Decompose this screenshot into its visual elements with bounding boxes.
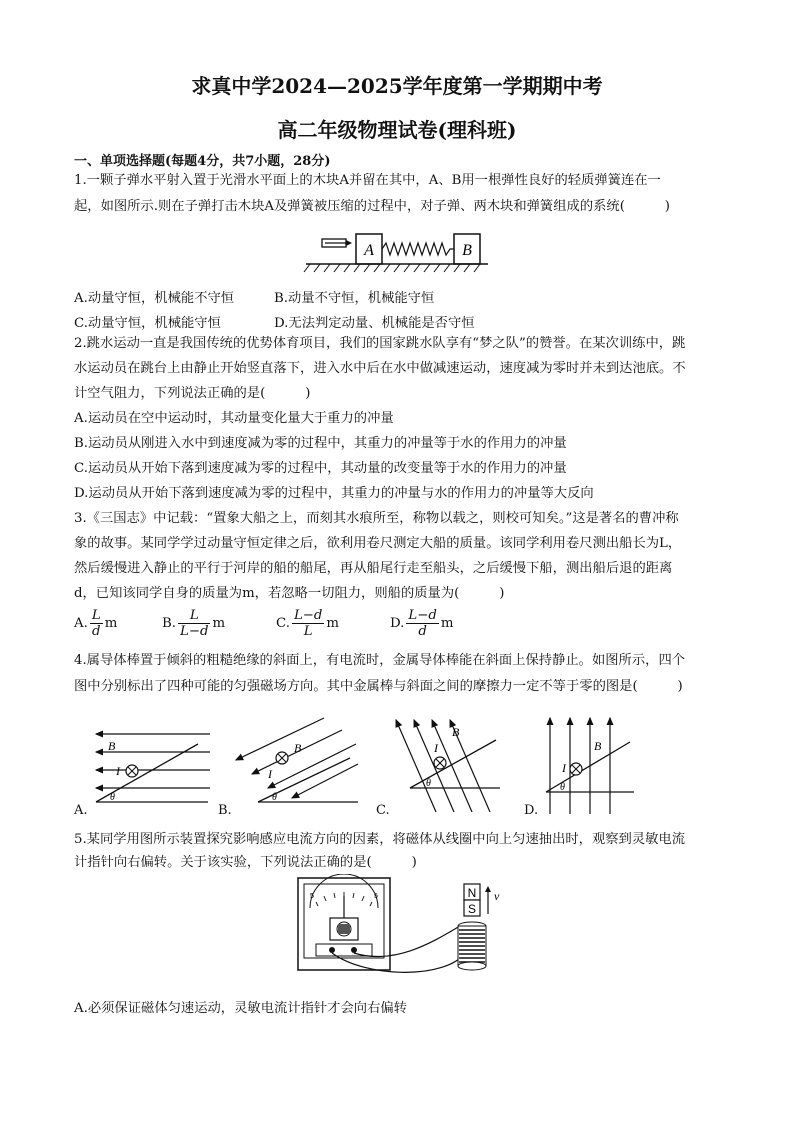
page-title: 求真中学2024—2025学年度第一学期期中考 <box>191 74 603 98</box>
q3-option-a-denominator: d <box>92 624 101 639</box>
q3-option-b-prefix: B. <box>162 616 176 631</box>
svg-text:S: S <box>467 902 477 916</box>
q2-option-c: C.运动员从开始下落到速度减为零的过程中，其动量的改变量等于水的作用力的冲量 <box>74 461 567 476</box>
q1-option-c: C.动量守恒，机械能守恒 <box>74 316 221 331</box>
q3-option-b-denominator: L−d <box>180 624 209 639</box>
svg-text:I: I <box>434 741 438 755</box>
ground-hatch <box>304 264 480 272</box>
q3-option-a <box>74 608 117 639</box>
q4-stem-line1: 4.属导体棒置于倾斜的粗糙绝缘的斜面上，有电流时，金属导体棒能在斜面上保持静止。如图所示，四个 <box>74 653 686 668</box>
q3-stem-line1: 3.《三国志》中记载：“置象大船之上，而刻其水痕所至，称物以载之，则校可知矣。”这是著名的曹冲称 <box>74 511 679 526</box>
page-subtitle: 高二年级物理试卷(理科班) <box>277 118 517 142</box>
q4-label-c: C. <box>376 803 390 818</box>
q4-figure-a <box>88 722 216 810</box>
q5-option-a: A.必须保证磁体匀速运动，灵敏电流计指针才会向右偏转 <box>74 1001 407 1016</box>
svg-text:θ: θ <box>560 782 565 793</box>
svg-text:B: B <box>294 741 302 755</box>
q3-option-c-suffix: m <box>326 616 340 631</box>
q3-option-d <box>390 608 454 639</box>
q2-option-a: A.运动员在空中运动时，其动量变化量大于重力的冲量 <box>74 411 394 426</box>
q3-option-b <box>162 608 225 639</box>
svg-text:B: B <box>594 739 602 753</box>
q3-option-c-prefix: C. <box>276 616 290 631</box>
svg-text:I: I <box>116 764 120 778</box>
q4-figure-c <box>392 712 512 816</box>
q4-label-a: A. <box>74 803 88 818</box>
svg-text:B: B <box>108 739 116 753</box>
q3-option-d-prefix: D. <box>390 616 405 631</box>
q4-figure-b <box>232 712 362 810</box>
q3-option-d-denominator: d <box>418 624 427 639</box>
q5-figure <box>296 874 510 982</box>
q2-stem-line1: 2.跳水运动一直是我国传统的优势体育项目，我们的国家跳水队享有“梦之队”的赞誉。在某次训练中，跳 <box>74 336 686 351</box>
q5-stem-line2: 计指针向右偏转。关于该实验，下列说法正确的是( ) <box>74 855 417 870</box>
svg-text:5: 5 <box>374 893 378 900</box>
q4-stem-line2: 图中分别标出了四种可能的匀强磁场方向。其中金属棒与斜面之间的摩擦力一定不等于零的图是( ) <box>74 679 683 694</box>
q2-option-d: D.运动员从开始下落到速度减为零的过程中，其重力的冲量与水的作用力的冲量等大反向 <box>74 486 594 501</box>
block-b-label: B <box>462 242 472 259</box>
q1-option-a: A.动量守恒，机械能不守恒 <box>74 291 235 306</box>
q3-option-c <box>276 608 339 639</box>
q3-option-c-fraction <box>292 608 324 639</box>
q3-option-c-denominator: L <box>303 624 313 639</box>
q2-stem-line2: 水运动员在跳台上由静止开始竖直落下，进入水中后在水中做减速运动，速度减为零时并未到达池底。不 <box>74 361 686 376</box>
q2-stem-line3: 计空气阻力，下列说法正确的是( ) <box>74 386 311 401</box>
svg-text:5: 5 <box>310 893 314 900</box>
q1-stem-line1: 1.一颗子弹水平射入置于光滑水平面上的木块A并留在其中，A、B用一根弹性良好的轻质弹簧连在一 <box>74 173 661 188</box>
q3-option-a-suffix: m <box>104 616 118 631</box>
q3-option-b-fraction <box>178 608 210 639</box>
q2-option-b: B.运动员从刚进入水中到速度减为零的过程中，其重力的冲量等于水的作用力的冲量 <box>74 436 567 451</box>
svg-text:I: I <box>562 761 566 775</box>
section-heading: 一、单项选择题(每题4分，共7小题，28分) <box>74 154 331 169</box>
q3-option-b-numerator: L <box>178 608 210 624</box>
q3-option-a-numerator: L <box>91 608 101 623</box>
q3-stem-line4: d，已知该同学自身的质量为m，若忽略一切阻力，则船的质量为( ) <box>74 586 505 601</box>
svg-text:v: v <box>494 889 500 903</box>
svg-text:N: N <box>467 886 477 900</box>
svg-text:I: I <box>268 767 272 781</box>
q4-label-b: B. <box>218 803 232 818</box>
q3-option-d-suffix: m <box>440 616 454 631</box>
q5-stem-line1: 5.某同学用图所示装置探究影响感应电流方向的因素，将磁体从线圈中向上匀速抽出时，观察到灵敏电流 <box>74 832 686 847</box>
q1-stem-line2: 起，如图所示.则在子弹打击木块A及弹簧被压缩的过程中，对子弹、两木块和弹簧组成的系统( ) <box>74 199 670 214</box>
q3-option-d-numerator: L−d <box>408 608 437 623</box>
q3-stem-line2: 象的故事。某同学学过动量守恒定律之后，欲利用卷尺测定大船的质量。该同学利用卷尺测出船长为L， <box>74 536 682 551</box>
q3-option-b-suffix: m <box>212 616 226 631</box>
q4-label-d: D. <box>524 803 539 818</box>
block-a-label: A <box>364 242 374 259</box>
q1-figure <box>300 228 490 276</box>
svg-text:θ: θ <box>426 778 431 789</box>
q3-option-a-fraction <box>90 608 103 639</box>
q1-option-d: D.无法判定动量、机械能是否守恒 <box>274 316 475 331</box>
spring-shape <box>382 243 454 255</box>
q3-option-d-fraction <box>406 608 438 639</box>
q1-option-b: B.动量不守恒，机械能守恒 <box>274 291 435 306</box>
q3-option-a-prefix: A. <box>74 616 88 631</box>
svg-text:θ: θ <box>110 792 115 803</box>
q3-option-c-numerator: L−d <box>293 608 323 623</box>
q3-stem-line3: 然后缓慢进入静止的平行于河岸的船的船尾，再从船尾行走至船头，之后缓慢下船，测出船后退的距离 <box>74 561 673 576</box>
svg-text:B: B <box>452 725 460 739</box>
q4-figure-d <box>538 712 638 816</box>
svg-text:θ: θ <box>272 792 277 803</box>
